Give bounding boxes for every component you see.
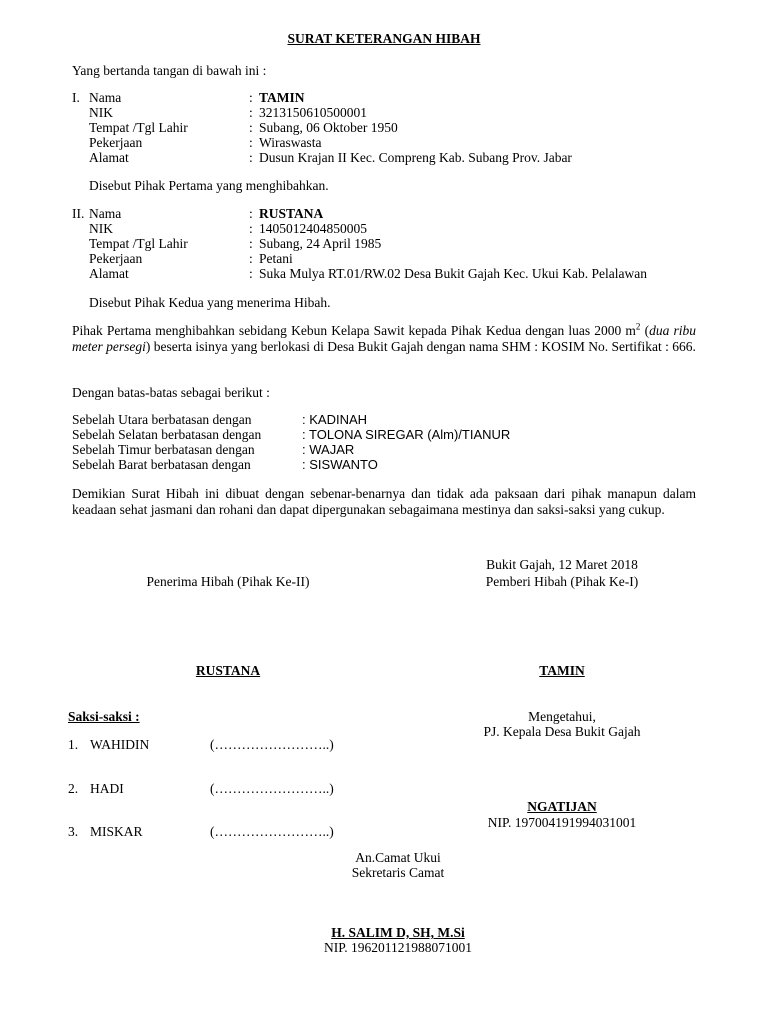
border-east-value: : WAJAR xyxy=(302,442,355,457)
border-west-label: Sebelah Barat berbatasan dengan xyxy=(72,457,251,472)
place-date: Bukit Gajah, 12 Maret 2018 xyxy=(486,557,638,572)
document-title: SURAT KETERANGAN HIBAH xyxy=(287,31,481,46)
party-two-job-label: Pekerjaan xyxy=(89,251,143,266)
colon: : xyxy=(249,105,253,120)
camat-label: An.Camat Ukui xyxy=(355,850,441,865)
party-one-address-label: Alamat xyxy=(89,150,129,165)
border-south-label: Sebelah Selatan berbatasan dengan xyxy=(72,427,262,442)
witness-name: MISKAR xyxy=(90,824,143,839)
giver-name: TAMIN xyxy=(539,663,585,678)
witness-signature-line: (……………………..) xyxy=(210,824,334,839)
party-one-nik-value: 3213150610500001 xyxy=(259,105,367,120)
border-north-value: : KADINAH xyxy=(302,412,368,427)
grant-superscript: 2 xyxy=(635,321,641,332)
party-two-numeral: II. xyxy=(72,206,85,221)
witness-number: 1. xyxy=(68,737,79,752)
camat-secretary-title: Sekretaris Camat xyxy=(351,865,445,880)
intro-text: Yang bertanda tangan di bawah ini : xyxy=(72,63,267,78)
party-two-nik-label: NIK xyxy=(89,221,113,236)
party-two-address-value: Suka Mulya RT.01/RW.02 Desa Bukit Gajah Kec. Ukui Kab. Pelalawan xyxy=(259,266,647,281)
witness-name: HADI xyxy=(90,781,124,796)
witness-number: 2. xyxy=(68,781,79,796)
party-two-note: Disebut Pihak Kedua yang menerima Hibah. xyxy=(89,295,331,310)
colon: : xyxy=(249,135,253,150)
village-head-name: NGATIJAN xyxy=(527,799,597,814)
colon: : xyxy=(249,251,253,266)
colon: : xyxy=(249,206,253,221)
colon: : xyxy=(249,221,253,236)
party-two-job-value: Petani xyxy=(259,251,293,266)
witness-signature-line: (……………………..) xyxy=(210,781,334,796)
party-two-name-value: RUSTANA xyxy=(259,206,324,221)
witness-number: 3. xyxy=(68,824,79,839)
village-head-title: PJ. Kepala Desa Bukit Gajah xyxy=(483,724,641,739)
grant-text-part1: Pihak Pertama menghibahkan sebidang Kebun Kelapa Sawit kepada Pihak Kedua dengan luas 2000 m xyxy=(72,323,636,338)
party-one-address-value: Dusun Krajan II Kec. Compreng Kab. Subang Prov. Jabar xyxy=(259,150,572,165)
colon: : xyxy=(249,120,253,135)
party-one-note: Disebut Pihak Pertama yang menghibahkan. xyxy=(89,178,329,193)
border-east-label: Sebelah Timur berbatasan dengan xyxy=(72,442,255,457)
party-one-job-value: Wiraswasta xyxy=(259,135,322,150)
party-one-birth-value: Subang, 06 Oktober 1950 xyxy=(259,120,398,135)
border-south-value: : TOLONA SIREGAR (Alm)/TIANUR xyxy=(302,427,511,442)
witness-name: WAHIDIN xyxy=(90,737,150,752)
grant-paragraph: Pihak Pertama menghibahkan sebidang Kebun Kelapa Sawit kepada Pihak Kedua dengan luas 2000 $m^2$ (dua ribu meter persegi) beserta isinya yang berlokasi di Desa Bukit Gajah dengan nama SHM : KOSIM No. Sertifikat : 666. xyxy=(72,321,696,354)
party-two-birth-label: Tempat /Tgl Lahir xyxy=(89,236,188,251)
party-one-numeral: I. xyxy=(72,90,80,105)
party-two-address-label: Alamat xyxy=(89,266,129,281)
receiver-name: RUSTANA xyxy=(195,663,261,678)
colon: : xyxy=(249,150,253,165)
party-two-birth-value: Subang, 24 April 1985 xyxy=(259,236,382,251)
witness-signature-line: (……………………..) xyxy=(210,737,334,752)
party-one-name-value: TAMIN xyxy=(259,90,305,105)
village-head-nip: NIP. 197004191994031001 xyxy=(487,815,637,830)
party-two-name-label: Nama xyxy=(89,206,122,221)
receiver-label: Penerima Hibah (Pihak Ke-II) xyxy=(146,574,310,589)
border-north-label: Sebelah Utara berbatasan dengan xyxy=(72,412,252,427)
party-two-nik-value: 1405012404850005 xyxy=(259,221,367,236)
camat-secretary-nip: NIP. 196201121988071001 xyxy=(323,940,473,955)
party-one-birth-label: Tempat /Tgl Lahir xyxy=(89,120,188,135)
party-one-nik-label: NIK xyxy=(89,105,113,120)
colon: : xyxy=(249,236,253,251)
camat-secretary-name: H. SALIM D, SH, M.Si xyxy=(331,925,465,940)
grant-text-part2: ) beserta isinya yang berlokasi di Desa Bukit Gajah dengan nama SHM : KOSIM No. Sertifikat : 666. xyxy=(145,338,696,354)
giver-label: Pemberi Hibah (Pihak Ke-I) xyxy=(485,574,639,589)
border-west-value: : SISWANTO xyxy=(302,457,378,472)
party-one-job-label: Pekerjaan xyxy=(89,135,143,150)
witnesses-heading: Saksi-saksi : xyxy=(68,709,140,724)
grant-area-words: dua ribu meter persegi xyxy=(72,323,696,354)
borders-heading: Dengan batas-batas sebagai berikut : xyxy=(72,385,270,400)
colon: : xyxy=(249,266,253,281)
party-one-name-label: Nama xyxy=(89,90,122,105)
closing-paragraph: Demikian Surat Hibah ini dibuat dengan sebenar-benarnya dan tidak ada paksaan dari pihak manapun dalam keadaan sehat jasmani dan rohani dan dapat dipergunakan sebagaimana mestinya dan saksi-saksi yang cukup. xyxy=(72,486,696,517)
colon: : xyxy=(249,90,253,105)
acknowledged-label: Mengetahui, xyxy=(528,709,596,724)
